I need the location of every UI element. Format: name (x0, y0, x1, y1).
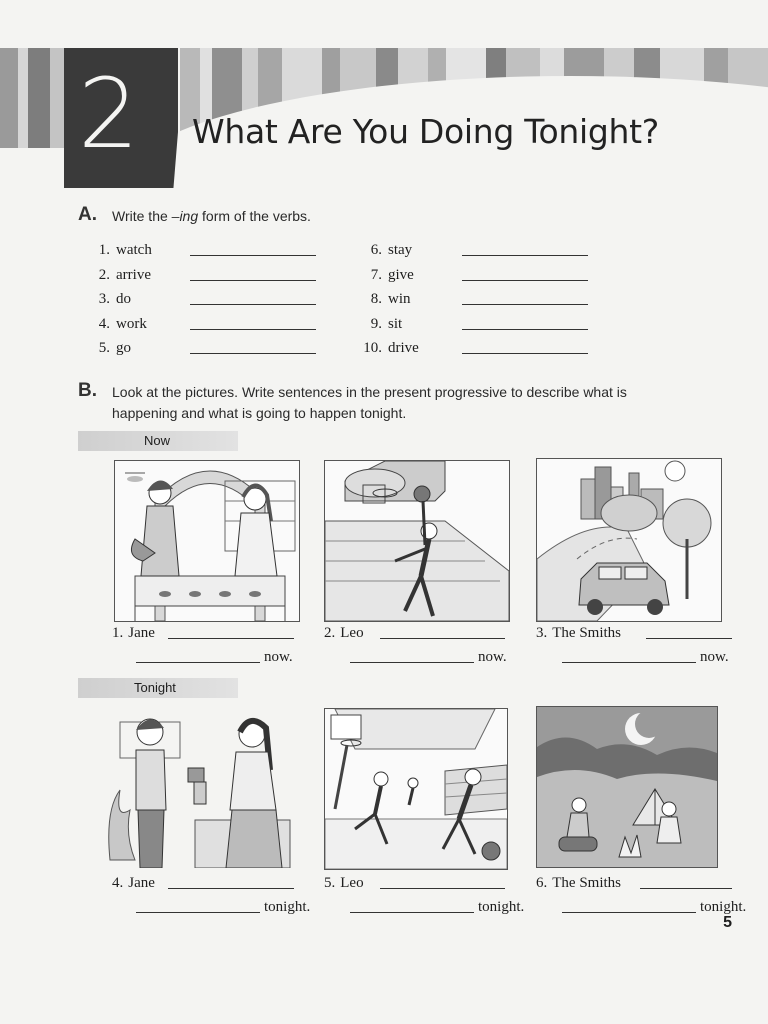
answer-line[interactable] (168, 638, 294, 639)
picture-jane-gift (100, 710, 300, 868)
verb-number: 4. (98, 316, 110, 332)
answer-line[interactable] (350, 662, 474, 663)
prompt-number: 1. (112, 625, 124, 641)
prompt-subject (324, 874, 364, 892)
verb-number: 7. (370, 267, 382, 283)
section-b-letter: B. (78, 380, 97, 401)
answer-line[interactable] (168, 888, 294, 889)
verb-word: go (116, 340, 131, 356)
verb-item (354, 290, 411, 308)
prompt-number: 2. (324, 625, 336, 641)
verb-number: 5. (98, 340, 110, 356)
prompt-subject (536, 874, 621, 892)
answer-line[interactable] (462, 255, 588, 256)
prompt-subject-text: Jane (128, 875, 155, 891)
picture-leo-basketball (324, 460, 510, 622)
answer-line[interactable] (462, 329, 588, 330)
prompt-number: 6. (536, 875, 548, 891)
verb-word: sit (388, 316, 403, 332)
answer-line[interactable] (640, 888, 732, 889)
verb-item (354, 266, 414, 284)
section-a-instruction: Write the –ing form of the verbs. (112, 208, 311, 224)
prompt-subject-text: The Smiths (552, 875, 622, 891)
answer-line[interactable] (350, 912, 474, 913)
answer-line[interactable] (462, 304, 588, 305)
verb-item (354, 315, 402, 333)
prompt-subject (324, 624, 364, 642)
verb-number: 2. (98, 267, 110, 283)
now-label: Now (144, 433, 171, 448)
verb-number: 10. (363, 340, 382, 356)
answer-line[interactable] (190, 304, 316, 305)
verb-item (354, 241, 412, 259)
prompt-subject-text: Leo (340, 875, 364, 891)
verb-item (82, 241, 152, 259)
answer-line[interactable] (136, 912, 260, 913)
verb-number: 3. (98, 291, 110, 307)
prompt-number: 3. (536, 625, 548, 641)
prompt-ending: tonight. (264, 899, 311, 915)
section-b-instruction-line1: Look at the pictures. Write sentences in the present progressive to describe what is (112, 384, 627, 400)
verb-word: drive (388, 340, 419, 356)
prompt-subject (112, 624, 155, 642)
verb-word: win (388, 291, 411, 307)
verb-item (82, 266, 151, 284)
answer-line[interactable] (562, 912, 696, 913)
verb-number: 9. (370, 316, 382, 332)
prompt-number: 4. (112, 875, 124, 891)
picture-smiths-camping (536, 706, 718, 868)
unit-number: 2 (78, 58, 140, 170)
verb-word: arrive (116, 267, 151, 283)
answer-line[interactable] (646, 638, 732, 639)
answer-line[interactable] (190, 329, 316, 330)
prompt-number: 5. (324, 875, 336, 891)
picture-jane-shopping (114, 460, 300, 622)
tonight-label: Tonight (134, 680, 176, 695)
picture-leo-game (324, 708, 508, 870)
verb-item (82, 290, 131, 308)
prompt-subject-text: Jane (128, 625, 155, 641)
answer-line[interactable] (380, 888, 505, 889)
answer-line[interactable] (562, 662, 696, 663)
verb-number: 6. (370, 242, 382, 258)
verb-word: do (116, 291, 131, 307)
answer-line[interactable] (462, 353, 588, 354)
answer-line[interactable] (136, 662, 260, 663)
answer-line[interactable] (190, 353, 316, 354)
prompt-subject (112, 874, 155, 892)
verb-word: work (116, 316, 147, 332)
verb-word: give (388, 267, 414, 283)
prompt-subject (536, 624, 621, 642)
verb-item (82, 339, 131, 357)
prompt-ending: tonight. (478, 899, 525, 915)
verb-word: watch (116, 242, 152, 258)
answer-line[interactable] (380, 638, 505, 639)
picture-smiths-driving (536, 458, 722, 622)
verb-number: 8. (370, 291, 382, 307)
answer-line[interactable] (190, 280, 316, 281)
prompt-ending: now. (478, 649, 507, 665)
verb-item (82, 315, 147, 333)
prompt-subject-text: Leo (340, 625, 364, 641)
prompt-subject-text: The Smiths (552, 625, 622, 641)
section-b-instruction-line2: happening and what is going to happen tonight. (112, 405, 407, 421)
page-title: What Are You Doing Tonight? (192, 112, 659, 151)
verb-word: stay (388, 242, 413, 258)
answer-line[interactable] (462, 280, 588, 281)
verb-number: 1. (98, 242, 110, 258)
prompt-ending: now. (700, 649, 729, 665)
answer-line[interactable] (190, 255, 316, 256)
page-number: 5 (723, 914, 732, 931)
tonight-label-bar (78, 678, 238, 698)
verb-item (354, 339, 419, 357)
prompt-ending: now. (264, 649, 293, 665)
section-a-letter: A. (78, 204, 97, 225)
prompt-ending: tonight. (700, 899, 747, 915)
now-label-bar (78, 431, 238, 451)
